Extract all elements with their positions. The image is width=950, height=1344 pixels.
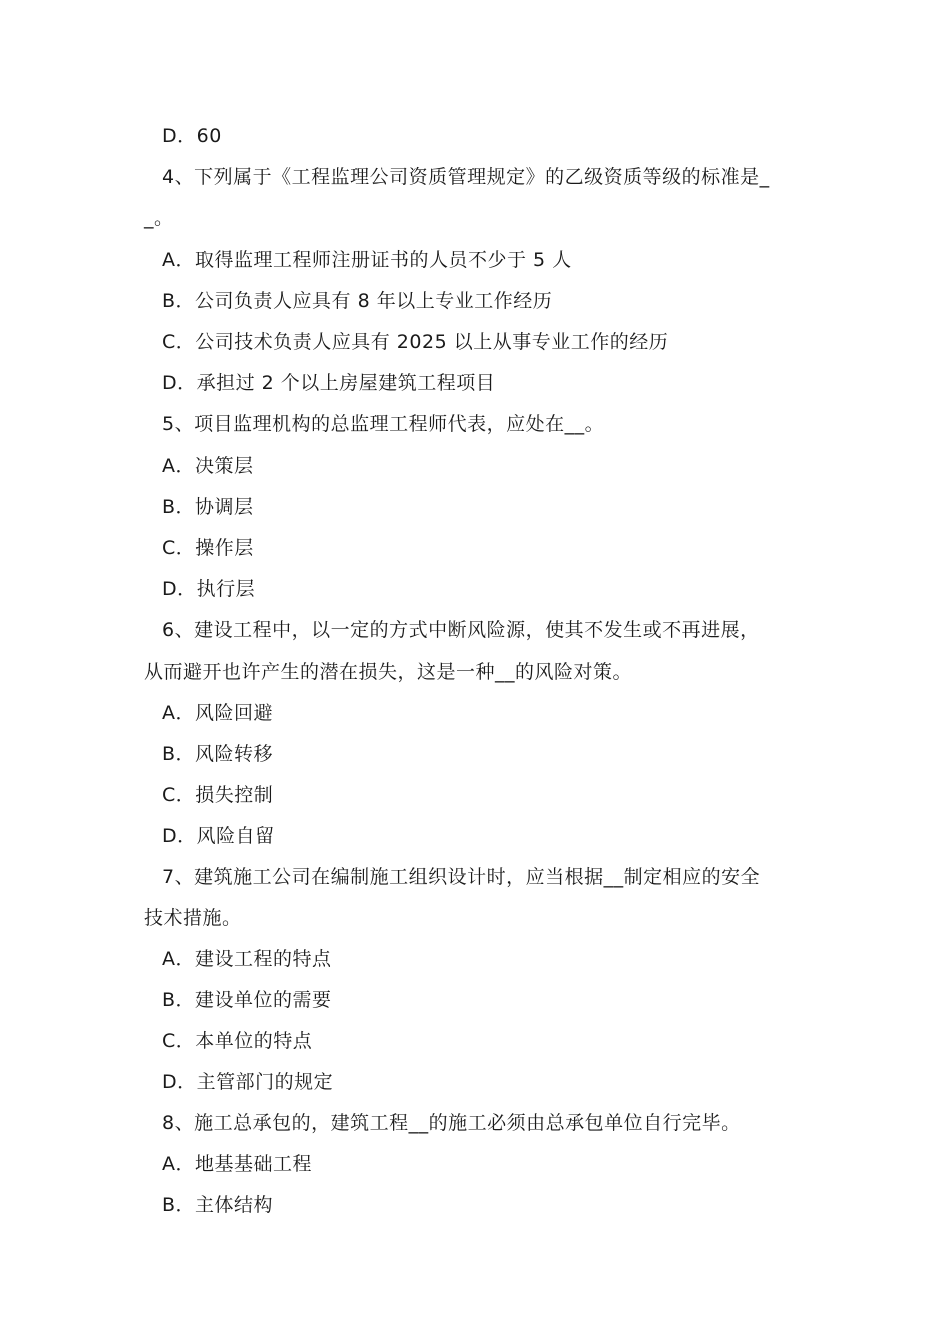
- option-line: C．操作层: [162, 537, 254, 559]
- question-line: 7、建筑施工公司在编制施工组织设计时，应当根据__制定相应的安全: [162, 866, 761, 888]
- question-line: 6、建设工程中，以一定的方式中断风险源，使其不发生或不再进展，: [162, 619, 760, 641]
- question-line: 5、项目监理机构的总监理工程师代表，应处在__。: [162, 413, 605, 435]
- option-line: D．承担过 2 个以上房屋建筑工程项目: [162, 372, 496, 394]
- option-line: A．风险回避: [162, 702, 273, 724]
- option-line: B．主体结构: [162, 1194, 274, 1216]
- option-line: B．风险转移: [162, 743, 274, 765]
- option-line: D．执行层: [162, 578, 256, 600]
- option-line: D．主管部门的规定: [162, 1071, 334, 1093]
- option-line: D．风险自留: [162, 825, 275, 847]
- option-line: D．60: [162, 125, 222, 147]
- question-line: 4、下列属于《工程监理公司资质管理规定》的乙级资质等级的标准是_: [162, 166, 770, 188]
- option-line: A．决策层: [162, 455, 254, 477]
- option-line: A．地基基础工程: [162, 1153, 312, 1175]
- option-line: B．公司负责人应具有 8 年以上专业工作经历: [162, 290, 553, 312]
- option-line: B．协调层: [162, 496, 254, 518]
- question-continuation: _。: [144, 207, 174, 229]
- option-line: C．本单位的特点: [162, 1030, 313, 1052]
- option-line: A．取得监理工程师注册证书的人员不少于 5 人: [162, 249, 572, 271]
- option-line: B．建设单位的需要: [162, 989, 332, 1011]
- question-continuation: 技术措施。: [144, 907, 242, 929]
- option-line: C．公司技术负责人应具有 2025 以上从事专业工作的经历: [162, 331, 669, 353]
- question-continuation: 从而避开也许产生的潜在损失，这是一种__的风险对策。: [144, 661, 633, 683]
- option-line: A．建设工程的特点: [162, 948, 332, 970]
- option-line: C．损失控制: [162, 784, 274, 806]
- question-line: 8、施工总承包的，建筑工程__的施工必须由总承包单位自行完毕。: [162, 1112, 741, 1134]
